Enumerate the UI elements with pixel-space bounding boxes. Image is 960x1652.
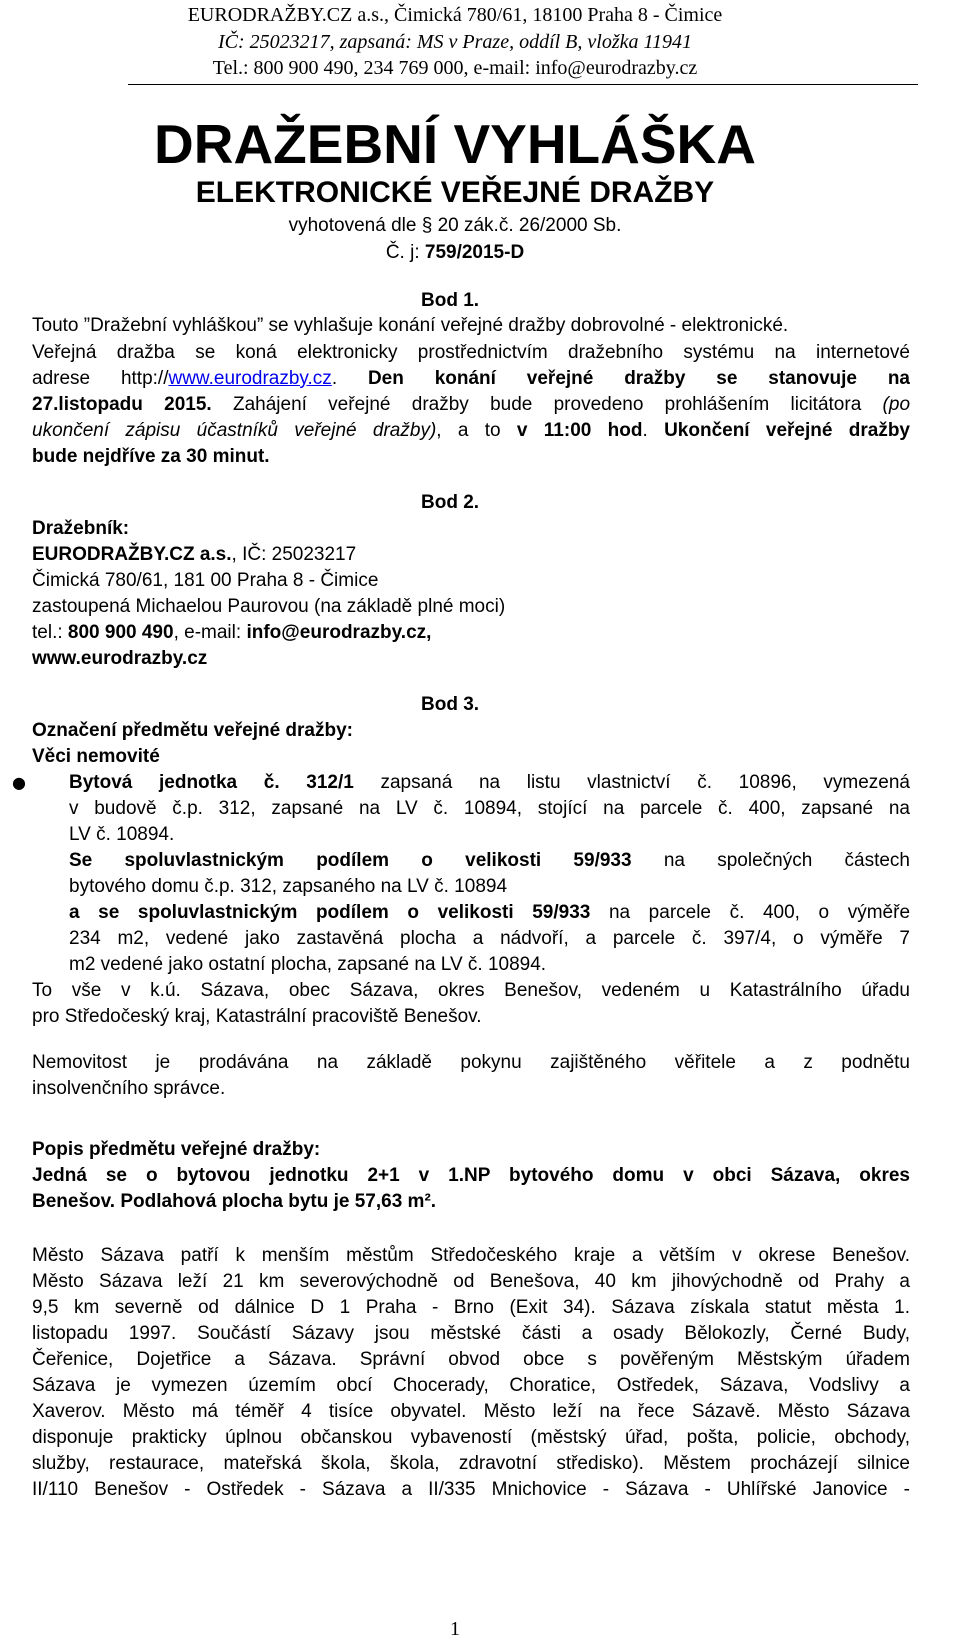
bod1-line: Touto ”Dražební vyhláškou” se vyhlašuje konání veřejné dražby dobrovolné - elektronické. xyxy=(32,315,789,336)
town-description-line: 9,5 km severně od dálnice D 1 Praha - Brno (Exit 34). Sázava získala statut města 1. xyxy=(32,1297,910,1318)
header-line-registration: IČ: 25023217, zapsaná: MS v Praze, oddíl B, vložka 11941 xyxy=(217,31,693,53)
header-line-company: EURODRAŽBY.CZ a.s., Čimická 780/61, 18100 Praha 8 - Čimice xyxy=(187,4,723,26)
property-line: Bytová jednotka č. 312/1 zapsaná na listu vlastnictví č. 10896, vymezená xyxy=(69,772,910,793)
bod1-line: bude nejdříve za 30 minut. xyxy=(32,446,270,467)
property-line: 234 m2, vedené jako zastavěná plocha a nádvoří, a parcele č. 397/4, o výměře 7 xyxy=(69,928,910,949)
subject-label: Označení předmětu veřejné dražby: xyxy=(32,720,353,741)
description-label: Popis předmětu veřejné dražby: xyxy=(32,1139,321,1160)
property-line: bytového domu č.p. 312, zapsaného na LV č. 10894 xyxy=(69,876,508,897)
description-summary: Benešov. Podlahová plocha bytu je 57,63 m². xyxy=(32,1191,437,1212)
bod1-line: adrese http://www.eurodrazby.cz. Den konání veřejné dražby se stanovuje na xyxy=(32,368,910,389)
legal-basis: vyhotovená dle § 20 zák.č. 26/2000 Sb. xyxy=(288,215,622,236)
bod3-heading: Bod 3. xyxy=(421,694,480,715)
property-line: a se spoluvlastnickým podílem o velikosti 59/933 na parcele č. 400, o výměře xyxy=(69,902,910,923)
description-summary: Jedná se o bytovou jednotku 2+1 v 1.NP bytového domu v obci Sázava, okres xyxy=(32,1165,910,1186)
document-subtitle: ELEKTRONICKÉ VEŘEJNÉ DRAŽBY xyxy=(195,176,715,209)
page-number: 1 xyxy=(450,1618,460,1640)
sale-basis-line: Nemovitost je prodávána na základě pokynu zajištěného věřitele a z podnětu xyxy=(32,1052,910,1073)
cadastral-line: To vše v k.ú. Sázava, obec Sázava, okres Benešov, vedeném u Katastrálního úřadu xyxy=(32,980,910,1001)
auctioneer-contact: tel.: 800 900 490, e-mail: info@eurodrazby.cz, xyxy=(32,622,432,643)
bod1-heading: Bod 1. xyxy=(421,290,480,311)
email-address: info@eurodrazby.cz, xyxy=(246,622,432,643)
auctioneer-label: Dražebník: xyxy=(32,518,130,539)
bod1-line: ukončení zápisu účastníků veřejné dražby), a to v 11:00 hod. Ukončení veřejné dražby xyxy=(32,420,910,441)
reference-number: Č. j: 759/2015-D xyxy=(385,242,525,263)
sale-basis-line: insolvenčního správce. xyxy=(32,1078,226,1099)
auctioneer-representative: zastoupená Michaelou Paurovou (na základě plné moci) xyxy=(32,596,506,617)
town-description-line: disponuje prakticky úplnou občanskou vybaveností (městský úřad, pošta, policie, obchody, xyxy=(32,1427,910,1448)
town-description-line: listopadu 1997. Součástí Sázavy jsou městské části a osady Bělokozly, Černé Budy, xyxy=(32,1323,910,1344)
property-line: Se spoluvlastnickým podílem o velikosti 59/933 na společných částech xyxy=(69,850,910,871)
bod1-line: 27.listopadu 2015. Zahájení veřejné dražby bude provedeno prohlášením licitátora (po xyxy=(32,394,910,415)
auctioneer-web: www.eurodrazby.cz xyxy=(32,648,208,669)
property-line: m2 vedené jako ostatní plocha, zapsané na LV č. 10894. xyxy=(69,954,547,975)
auctioneer-address: Čimická 780/61, 181 00 Praha 8 - Čimice xyxy=(32,570,379,591)
website-link[interactable]: www.eurodrazby.cz xyxy=(168,368,332,389)
cadastral-line: pro Středočeský kraj, Katastrální pracoviště Benešov. xyxy=(32,1006,482,1027)
town-description-line: služby, restaurace, mateřská škola, škola, zdravotní středisko). Městem procházejí silnice xyxy=(32,1453,910,1474)
section-sign: § xyxy=(421,215,433,236)
bullet-icon: ● xyxy=(12,773,26,792)
subject-type: Věci nemovité xyxy=(32,746,160,767)
property-line: v budově č.p. 312, zapsané na LV č. 10894, stojící na parcele č. 400, zapsané na xyxy=(69,798,910,819)
town-description-line: II/110 Benešov - Ostředek - Sázava a II/335 Mnichovice - Sázava - Uhlířské Janovice - xyxy=(32,1479,910,1500)
auctioneer-company: EURODRAŽBY.CZ a.s., IČ: 25023217 xyxy=(32,544,357,565)
bod1-line: Veřejná dražba se koná elektronicky prostřednictvím dražebního systému na internetové xyxy=(32,342,910,363)
town-description-line: Sázava je vymezen územím obcí Chocerady, Choratice, Ostředek, Sázava, Vodslivy a xyxy=(32,1375,910,1396)
property-line: LV č. 10894. xyxy=(69,824,175,845)
town-description-line: Město Sázava leží 21 km severovýchodně od Benešova, 40 km jihovýchodně od Prahy a xyxy=(32,1271,910,1292)
bod2-heading: Bod 2. xyxy=(421,492,480,513)
document-title: DRAŽEBNÍ VYHLÁŠKA xyxy=(154,113,756,175)
header-line-contact: Tel.: 800 900 490, 234 769 000, e-mail: info@eurodrazby.cz xyxy=(212,57,698,79)
town-description-line: Čeřenice, Dojetřice a Sázava. Správní obvod obce s pověřeným Městským úřadem xyxy=(32,1349,910,1370)
town-description-line: Město Sázava patří k menším městům Středočeského kraje a větším v okrese Benešov. xyxy=(32,1245,910,1266)
header-divider xyxy=(128,84,918,85)
town-description-line: Xaverov. Město má téměř 4 tisíce obyvatel. Město leží na řece Sázavě. Město Sázava xyxy=(32,1401,910,1422)
